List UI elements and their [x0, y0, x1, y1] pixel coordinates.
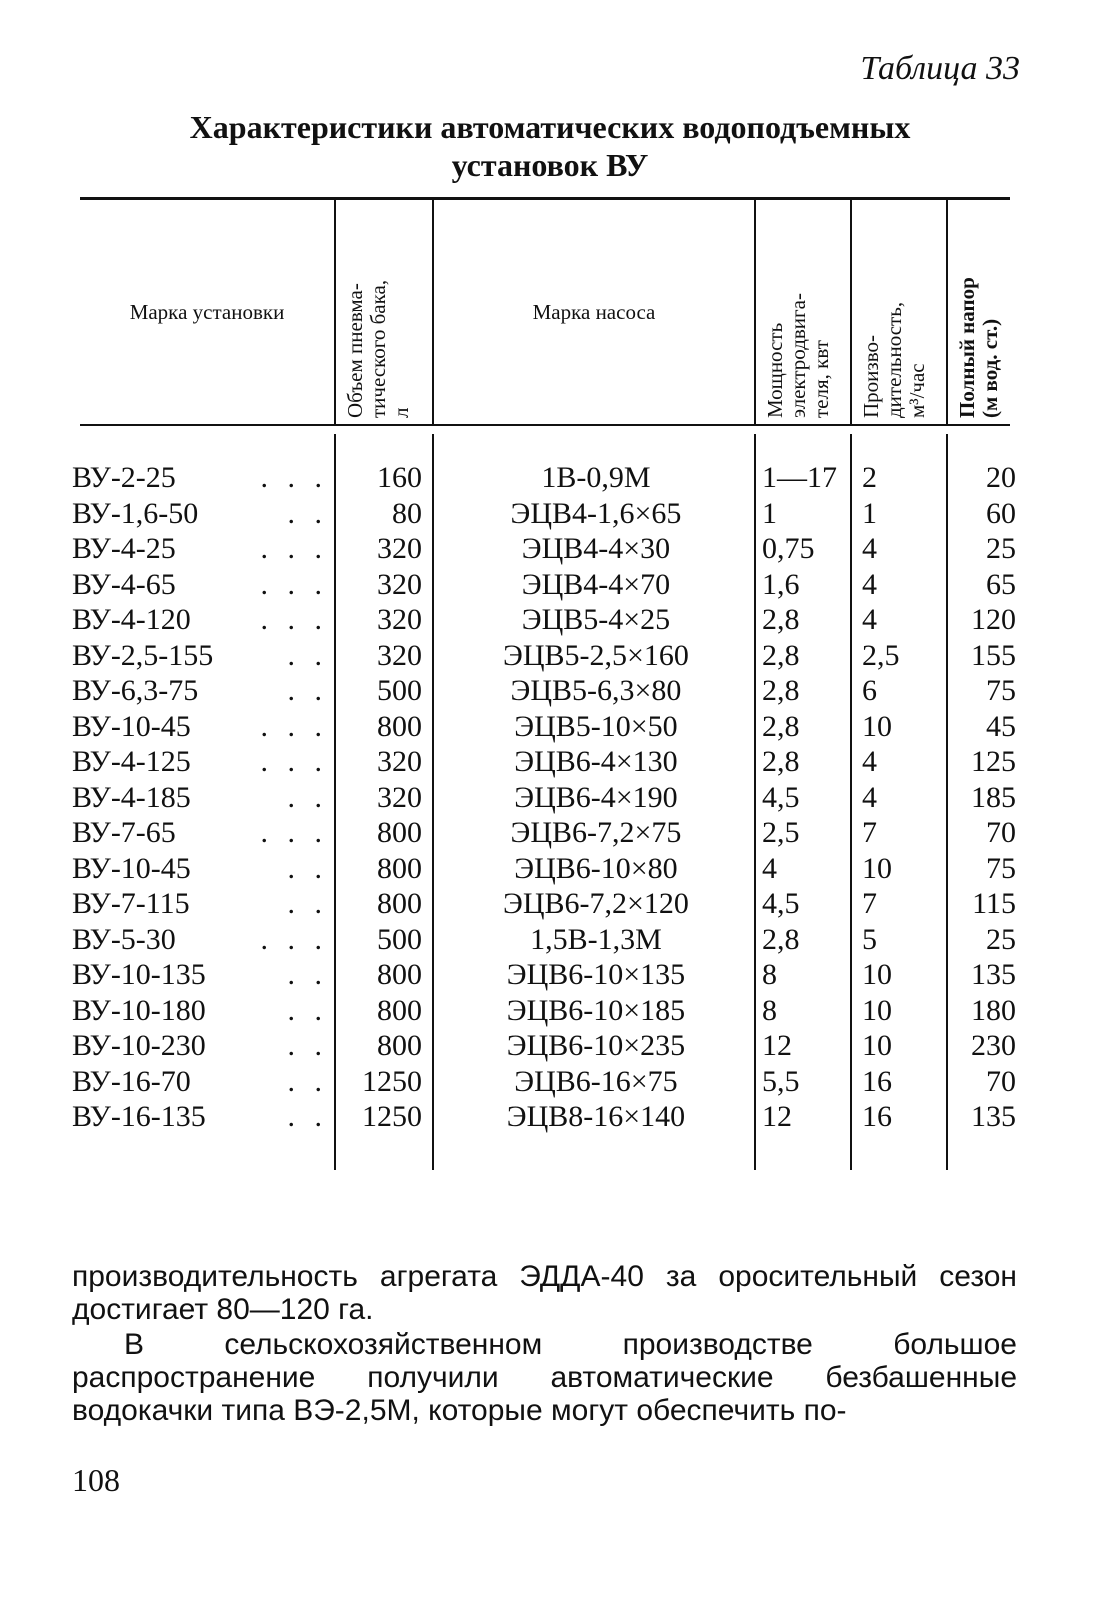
cell-tank-volume: 800 [377, 851, 422, 885]
cell-leader-dots: . . [287, 851, 328, 885]
cell-tank-volume: 500 [377, 674, 422, 707]
cell-total-head: 135 [971, 1100, 1016, 1133]
cell-total-head: 180 [971, 993, 1016, 1027]
cell-leader-dots: . . . [260, 745, 328, 778]
cell-pump: ЭЦВ5-6,3×80 [510, 674, 682, 707]
cell-pump: ЭЦВ6-10×235 [506, 1029, 686, 1062]
cell-leader-dots: . . . [260, 532, 328, 565]
cell-pump: ЭЦВ6-4×130 [514, 745, 678, 778]
cell-tank-volume: 1250 [362, 1100, 422, 1133]
cell-tank-volume: 800 [377, 958, 422, 991]
table-row [0, 744, 1119, 780]
cell-total-head: 45 [986, 709, 1016, 743]
cell-model: ВУ-7-65 [72, 816, 176, 849]
table-row [0, 638, 1119, 674]
cell-total-head: 70 [986, 1064, 1016, 1098]
cell-pump: ЭЦВ4-4×70 [521, 567, 671, 601]
table-label: Таблица 33 [860, 50, 1020, 87]
table-row [0, 460, 1119, 496]
cell-capacity: 16 [862, 1100, 892, 1133]
cell-leader-dots: . . [287, 887, 328, 920]
cell-capacity: 10 [862, 709, 892, 743]
column-header-motor-power: Мощность электродвига- теля, квт [763, 293, 833, 418]
cell-total-head: 185 [971, 780, 1016, 814]
cell-capacity: 10 [862, 993, 892, 1027]
cell-motor-power: 12 [762, 1100, 792, 1133]
cell-motor-power: 4,5 [762, 887, 800, 920]
cell-motor-power: 2,8 [762, 745, 800, 778]
cell-pump: ЭЦВ4-4×30 [521, 532, 671, 565]
cell-motor-power: 1,6 [762, 567, 800, 601]
cell-leader-dots: . . . [260, 922, 328, 956]
cell-total-head: 20 [986, 461, 1016, 494]
cell-leader-dots: . . . [260, 461, 328, 494]
cell-pump: ЭЦВ6-16×75 [514, 1064, 678, 1098]
cell-tank-volume: 320 [377, 638, 422, 672]
cell-leader-dots: . . [287, 1029, 328, 1062]
title-line-2: установок ВУ [451, 147, 649, 183]
cell-motor-power: 2,8 [762, 922, 800, 956]
cell-pump: 1,5В-1,3М [530, 922, 662, 956]
cell-leader-dots: . . [287, 638, 328, 672]
column-header-tank-volume: Объем пневма- тического бака, л [343, 279, 413, 418]
cell-total-head: 25 [986, 532, 1016, 565]
cell-tank-volume: 800 [377, 816, 422, 849]
title-line-1: Характеристики автоматических водоподъемных [189, 109, 911, 145]
header-divider [754, 200, 756, 424]
cell-motor-power: 2,8 [762, 674, 800, 707]
cell-model: ВУ-10-180 [72, 993, 206, 1027]
cell-pump: ЭЦВ6-7,2×75 [510, 816, 682, 849]
table-row [0, 1028, 1119, 1064]
cell-capacity: 4 [862, 532, 877, 565]
cell-leader-dots: . . . [260, 816, 328, 849]
cell-model: ВУ-4-25 [72, 532, 176, 565]
cell-motor-power: 8 [762, 993, 777, 1027]
table-row [0, 673, 1119, 709]
table-row [0, 531, 1119, 567]
cell-tank-volume: 80 [392, 496, 422, 530]
cell-total-head: 70 [986, 816, 1016, 849]
cell-motor-power: 2,5 [762, 816, 800, 849]
table-row [0, 496, 1119, 532]
cell-model: ВУ-4-65 [72, 567, 176, 601]
cell-leader-dots: . . [287, 1064, 328, 1098]
table-row [0, 886, 1119, 922]
cell-leader-dots: . . . [260, 709, 328, 743]
cell-capacity: 7 [862, 816, 877, 849]
cell-capacity: 6 [862, 674, 877, 707]
cell-tank-volume: 800 [377, 887, 422, 920]
cell-capacity: 10 [862, 958, 892, 991]
paragraph-2: В сельскохозяйственном производстве большое распространение получили автоматические безбашенные водокачки типа ВЭ-2,5М, которые могут обеспечить по- [72, 1328, 1017, 1427]
cell-total-head: 65 [986, 567, 1016, 601]
cell-leader-dots: . . [287, 496, 328, 530]
cell-total-head: 230 [971, 1029, 1016, 1062]
cell-motor-power: 2,8 [762, 638, 800, 672]
cell-model: ВУ-10-135 [72, 958, 206, 991]
cell-motor-power: 12 [762, 1029, 792, 1062]
cell-model: ВУ-10-45 [72, 851, 191, 885]
cell-model: ВУ-4-125 [72, 745, 191, 778]
cell-total-head: 75 [986, 851, 1016, 885]
cell-pump: ЭЦВ6-10×80 [514, 851, 678, 885]
table-row [0, 1099, 1119, 1135]
column-header-total-head: Полный напор (м вод. ст.) [955, 277, 1002, 418]
cell-model: ВУ-5-30 [72, 922, 176, 956]
cell-capacity: 7 [862, 887, 877, 920]
cell-total-head: 60 [986, 496, 1016, 530]
page-number: 108 [72, 1462, 120, 1498]
cell-model: ВУ-7-115 [72, 887, 190, 920]
cell-model: ВУ-4-120 [72, 603, 191, 636]
cell-total-head: 25 [986, 922, 1016, 956]
cell-leader-dots: . . . [260, 603, 328, 636]
cell-pump: ЭЦВ5-2,5×160 [503, 638, 689, 672]
table-row [0, 602, 1119, 638]
cell-tank-volume: 320 [377, 532, 422, 565]
header-divider [946, 200, 948, 424]
cell-total-head: 125 [971, 745, 1016, 778]
cell-capacity: 4 [862, 603, 877, 636]
table-row [0, 815, 1119, 851]
table-row [0, 922, 1119, 958]
cell-tank-volume: 800 [377, 1029, 422, 1062]
cell-motor-power: 1 [762, 496, 777, 530]
table-row [0, 851, 1119, 887]
cell-tank-volume: 160 [377, 461, 422, 494]
cell-capacity: 4 [862, 745, 877, 778]
cell-model: ВУ-4-185 [72, 780, 191, 814]
cell-pump: ЭЦВ6-7,2×120 [503, 887, 689, 920]
cell-capacity: 10 [862, 851, 892, 885]
cell-model: ВУ-10-230 [72, 1029, 206, 1062]
cell-tank-volume: 1250 [362, 1064, 422, 1098]
cell-total-head: 75 [986, 674, 1016, 707]
table-row [0, 993, 1119, 1029]
cell-leader-dots: . . [287, 958, 328, 991]
cell-model: ВУ-16-70 [72, 1064, 191, 1098]
cell-model: ВУ-10-45 [72, 709, 191, 743]
paragraph-1: производительность агрегата ЭДДА-40 за оросительный сезон достигает 80—120 га. [72, 1260, 1017, 1326]
cell-tank-volume: 320 [377, 780, 422, 814]
cell-pump: ЭЦВ5-4×25 [521, 603, 671, 636]
cell-tank-volume: 320 [377, 567, 422, 601]
cell-pump: ЭЦВ6-10×135 [506, 958, 686, 991]
cell-motor-power: 1—17 [762, 461, 837, 494]
table-row [0, 1064, 1119, 1100]
cell-tank-volume: 500 [377, 922, 422, 956]
cell-motor-power: 0,75 [762, 532, 815, 565]
table-row [0, 780, 1119, 816]
cell-leader-dots: . . [287, 993, 328, 1027]
header-divider [334, 200, 336, 424]
table-row [0, 567, 1119, 603]
cell-pump: 1В-0,9М [541, 461, 651, 494]
cell-pump: ЭЦВ8-16×140 [506, 1100, 686, 1133]
cell-model: ВУ-2-25 [72, 461, 176, 494]
cell-total-head: 135 [971, 958, 1016, 991]
cell-tank-volume: 320 [377, 745, 422, 778]
cell-tank-volume: 320 [377, 603, 422, 636]
cell-motor-power: 4 [762, 851, 777, 885]
cell-tank-volume: 800 [377, 709, 422, 743]
cell-leader-dots: . . . [260, 567, 328, 601]
cell-motor-power: 2,8 [762, 603, 800, 636]
cell-pump: ЭЦВ4-1,6×65 [510, 496, 682, 530]
cell-total-head: 155 [971, 638, 1016, 672]
cell-capacity: 10 [862, 1029, 892, 1062]
cell-total-head: 115 [972, 887, 1016, 920]
cell-pump: ЭЦВ5-10×50 [514, 709, 678, 743]
table-header-rule [80, 424, 1010, 426]
cell-leader-dots: . . [287, 1100, 328, 1133]
table-row [0, 709, 1119, 745]
cell-capacity: 4 [862, 567, 877, 601]
cell-capacity: 1 [862, 496, 877, 530]
cell-pump: ЭЦВ6-4×190 [514, 780, 678, 814]
cell-motor-power: 8 [762, 958, 777, 991]
cell-total-head: 120 [971, 603, 1016, 636]
cell-model: ВУ-2,5-155 [72, 638, 214, 672]
cell-motor-power: 5,5 [762, 1064, 800, 1098]
cell-motor-power: 4,5 [762, 780, 800, 814]
cell-motor-power: 2,8 [762, 709, 800, 743]
table-row [0, 957, 1119, 993]
header-divider [850, 200, 852, 424]
cell-tank-volume: 800 [377, 993, 422, 1027]
cell-model: ВУ-1,6-50 [72, 496, 199, 530]
column-header-pump: Марка насоса [532, 300, 656, 324]
cell-capacity: 2,5 [862, 638, 900, 672]
cell-leader-dots: . . [287, 780, 328, 814]
cell-model: ВУ-6,3-75 [72, 674, 199, 707]
table-title [100, 108, 1000, 184]
cell-capacity: 16 [862, 1064, 892, 1098]
table-body [0, 460, 1119, 1135]
cell-capacity: 5 [862, 922, 877, 956]
cell-capacity: 2 [862, 461, 877, 494]
cell-pump: ЭЦВ6-10×185 [506, 993, 686, 1027]
cell-capacity: 4 [862, 780, 877, 814]
column-header-capacity: Произво- дительность, м³/час [859, 301, 929, 418]
column-header-model: Марка установки [129, 300, 285, 324]
cell-leader-dots: . . [287, 674, 328, 707]
cell-model: ВУ-16-135 [72, 1100, 206, 1133]
